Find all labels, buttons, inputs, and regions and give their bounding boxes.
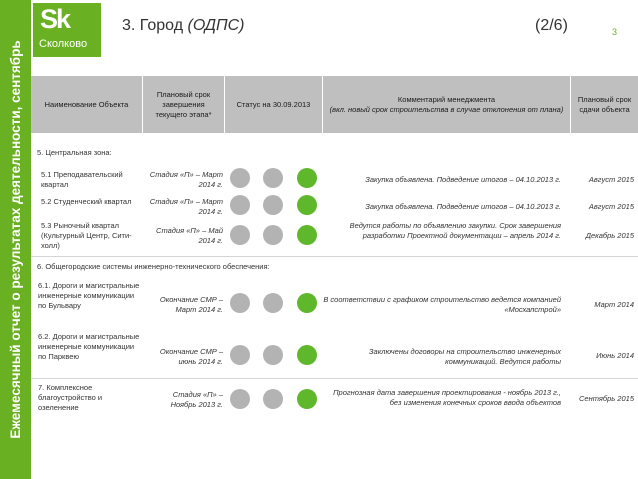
page-title-italic: (ОДПС) xyxy=(187,17,245,34)
header-comment-title: Комментарий менеджмента xyxy=(397,94,496,104)
status-light-off-icon xyxy=(263,225,283,245)
status-light-off-icon xyxy=(230,293,250,313)
status-light-on-icon xyxy=(297,345,317,365)
status-light-on-icon xyxy=(297,225,317,245)
row-6-1-delivery: Март 2014 xyxy=(594,300,634,309)
status-light-on-icon xyxy=(297,389,317,409)
page-title xyxy=(122,17,244,35)
row-6-1-name: 6.1. Дороги и магистральные инженерные коммуникации по Бульвару xyxy=(38,281,140,310)
page-title-prefix: 3. Город xyxy=(122,17,188,34)
row-divider xyxy=(31,378,638,379)
row-6-2-delivery: Июнь 2014 xyxy=(596,351,634,360)
header-object-name: Наименование Объекта xyxy=(31,76,143,133)
status-light-off-icon xyxy=(230,195,250,215)
row-6-2-stage-date: Окончание СМР – июнь 2014 г. xyxy=(159,347,223,366)
header-comment xyxy=(323,76,571,133)
sidebar-band xyxy=(0,0,31,479)
row-7-stage-date: Стадия «П» – Ноябрь 2013 г. xyxy=(170,390,223,409)
status-light-off-icon xyxy=(230,389,250,409)
row-5-1-name: 5.1 Преподавательский квартал xyxy=(41,170,123,189)
row-6-1-comment: В соответствии с графиком строительство ведется компанией «Мосхапстрой» xyxy=(323,295,561,314)
row-5-2-name: 5.2 Студенческий квартал xyxy=(41,197,132,206)
status-light-off-icon xyxy=(263,293,283,313)
section-title-engineering: 6. Общегородские системы инженерно-технического обеспечения: xyxy=(37,262,270,271)
row-5-1-comment: Закупка объявлена. Подведение итогов – 04.10.2013 г. xyxy=(365,175,561,184)
row-5-2-delivery: Август 2015 xyxy=(588,202,634,211)
row-6-1-stage-date: Окончание СМР – Март 2014 г. xyxy=(159,295,223,314)
row-5-2-stage-date: Стадия «П» – Март 2014 г. xyxy=(149,197,223,216)
status-light-off-icon xyxy=(230,225,250,245)
header-planned-delivery: Плановый срок сдачи объекта xyxy=(577,94,632,114)
row-7-name: 7. Комплексное благоустройство и озеленение xyxy=(38,383,103,412)
section-title-central: 5. Центральная зона: xyxy=(37,148,112,157)
row-5-3-name: 5.3 Рыночный квартал (Культурный Центр, Сити-холл) xyxy=(41,221,132,250)
row-5-3-comment: Ведутся работы по объявлению закупки. Срок завершения разработки Проектной документации – апрель 2014 г. xyxy=(349,221,561,240)
status-light-on-icon xyxy=(297,168,317,188)
header-status: Статус на 30.09.2013 xyxy=(225,76,323,133)
sidebar-title: Ежемесячный отчет о результатах деятельности, сентябрь xyxy=(8,40,23,439)
row-5-1-delivery: Август 2015 xyxy=(588,175,634,184)
skolkovo-logo xyxy=(33,3,101,57)
row-5-2-comment: Закупка объявлена. Подведение итогов – 04.10.2013 г. xyxy=(365,202,561,211)
row-7-comment: Прогнозная дата завершения проектирования - ноябрь 2013 г., без изменения конечных сроков ввода объектов xyxy=(333,388,561,407)
row-5-3-delivery: Декабрь 2015 xyxy=(585,231,634,240)
row-5-3-stage-date: Стадия «П» – Май 2014 г. xyxy=(156,226,223,245)
page-counter: (2/6) xyxy=(535,17,568,34)
row-divider xyxy=(31,256,638,257)
logo-name: Сколково xyxy=(39,38,88,50)
status-light-off-icon xyxy=(263,168,283,188)
row-6-2-comment: Заключены договоры на строительство инженерных коммуникаций. Ведутся работы xyxy=(368,347,561,366)
row-5-1-stage-date: Стадия «П» – Март 2014 г. xyxy=(149,170,223,189)
logo-mark: Sk xyxy=(40,4,70,34)
table-header xyxy=(31,76,638,133)
status-light-off-icon xyxy=(263,389,283,409)
status-light-off-icon xyxy=(230,345,250,365)
page-number: 3 xyxy=(612,27,618,37)
row-6-2-name: 6.2. Дороги и магистральные инженерные коммуникации по Парквею xyxy=(38,332,140,361)
status-light-off-icon xyxy=(263,345,283,365)
status-light-on-icon xyxy=(297,195,317,215)
header-comment-subtitle: (вкл. новый срок строительства в случае отклонения от плана) xyxy=(329,104,564,114)
status-light-on-icon xyxy=(297,293,317,313)
row-7-delivery: Сентябрь 2015 xyxy=(579,394,634,403)
status-light-off-icon xyxy=(230,168,250,188)
header-planned-stage: Плановый срок завершения текущего этапа* xyxy=(143,76,225,133)
status-light-off-icon xyxy=(263,195,283,215)
